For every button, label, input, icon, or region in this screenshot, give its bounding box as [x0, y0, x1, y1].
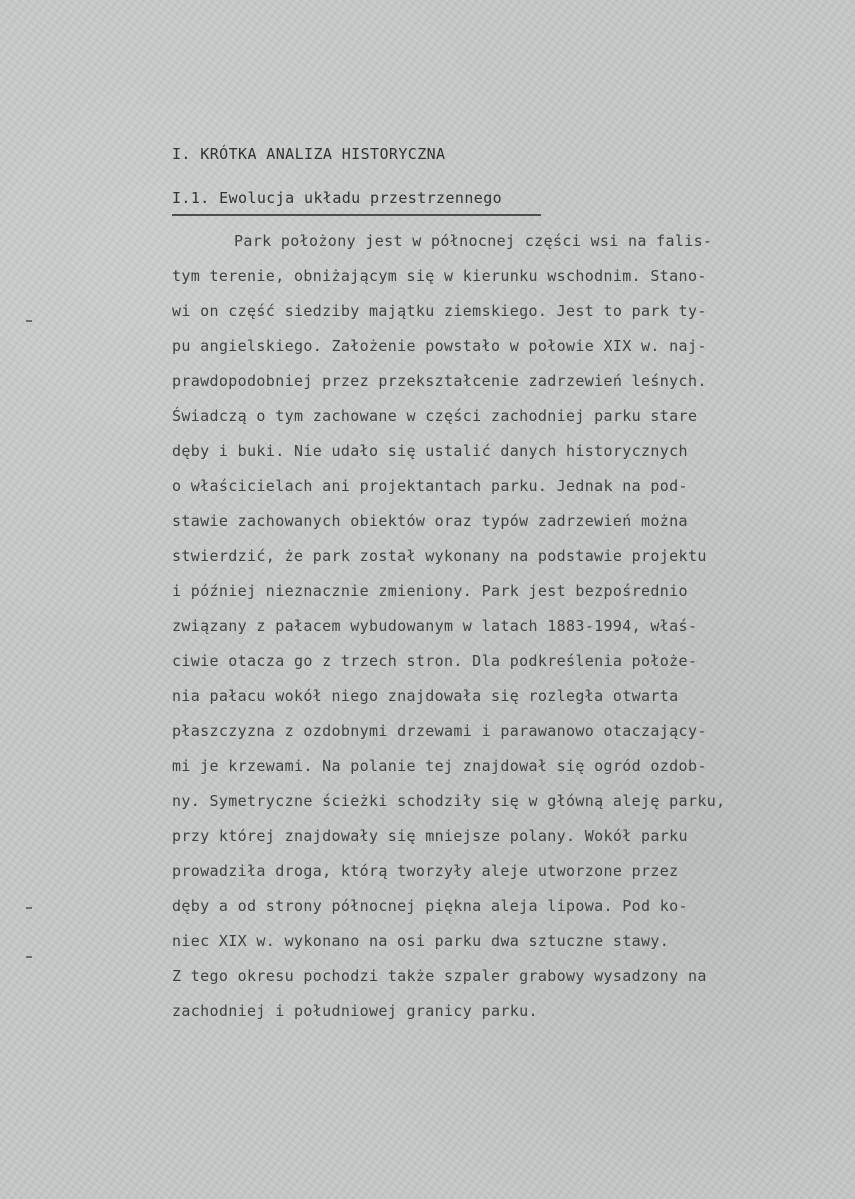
text-line: o właścicielach ani projektantach parku. Jednak na pod-	[172, 477, 688, 495]
margin-mark	[26, 956, 32, 958]
text-line: tym terenie, obniżającym się w kierunku wschodnim. Stano-	[172, 267, 707, 285]
text-line: prawdopodobniej przez przekształcenie zadrzewień leśnych.	[172, 372, 707, 390]
section-heading: I. KRÓTKA ANALIZA HISTORYCZNA	[172, 145, 446, 163]
text-line: przy której znajdowały się mniejsze polany. Wokół parku	[172, 827, 688, 845]
text-line: stwierdzić, że park został wykonany na podstawie projektu	[172, 547, 707, 565]
text-line: dęby a od strony północnej piękna aleja lipowa. Pod ko-	[172, 897, 688, 915]
text-line: Z tego okresu pochodzi także szpaler grabowy wysadzony na	[172, 967, 707, 985]
subsection-heading: I.1. Ewolucja układu przestrzennego	[172, 189, 503, 207]
text-line: ciwie otacza go z trzech stron. Dla podkreślenia położe-	[172, 652, 698, 670]
text-line: mi je krzewami. Na polanie tej znajdował się ogród ozdob-	[172, 757, 707, 775]
text-line: stawie zachowanych obiektów oraz typów zadrzewień można	[172, 512, 688, 530]
text-line: Świadczą o tym zachowane w części zachodniej parku stare	[172, 407, 698, 425]
margin-mark	[26, 320, 32, 322]
text-line: niec XIX w. wykonano na osi parku dwa sztuczne stawy.	[172, 932, 670, 950]
margin-mark	[26, 907, 32, 909]
text-line: ny. Symetryczne ścieżki schodziły się w główną aleję parku,	[172, 792, 726, 810]
text-line: zachodniej i południowej granicy parku.	[172, 1002, 538, 1020]
text-line: płaszczyzna z ozdobnymi drzewami i parawanowo otaczający-	[172, 722, 707, 740]
text-line: i później nieznacznie zmieniony. Park jest bezpośrednio	[172, 582, 688, 600]
text-line: Park położony jest w północnej części wsi na falis-	[234, 232, 713, 250]
subsection-underline	[172, 214, 541, 216]
text-line: dęby i buki. Nie udało się ustalić danych historycznych	[172, 442, 688, 460]
text-line: wi on część siedziby majątku ziemskiego. Jest to park ty-	[172, 302, 707, 320]
text-line: prowadziła droga, którą tworzyły aleje utworzone przez	[172, 862, 679, 880]
text-line: nia pałacu wokół niego znajdowała się rozległa otwarta	[172, 687, 679, 705]
text-line: związany z pałacem wybudowanym w latach 1883-1994, właś-	[172, 617, 698, 635]
text-line: pu angielskiego. Założenie powstało w połowie XIX w. naj-	[172, 337, 707, 355]
